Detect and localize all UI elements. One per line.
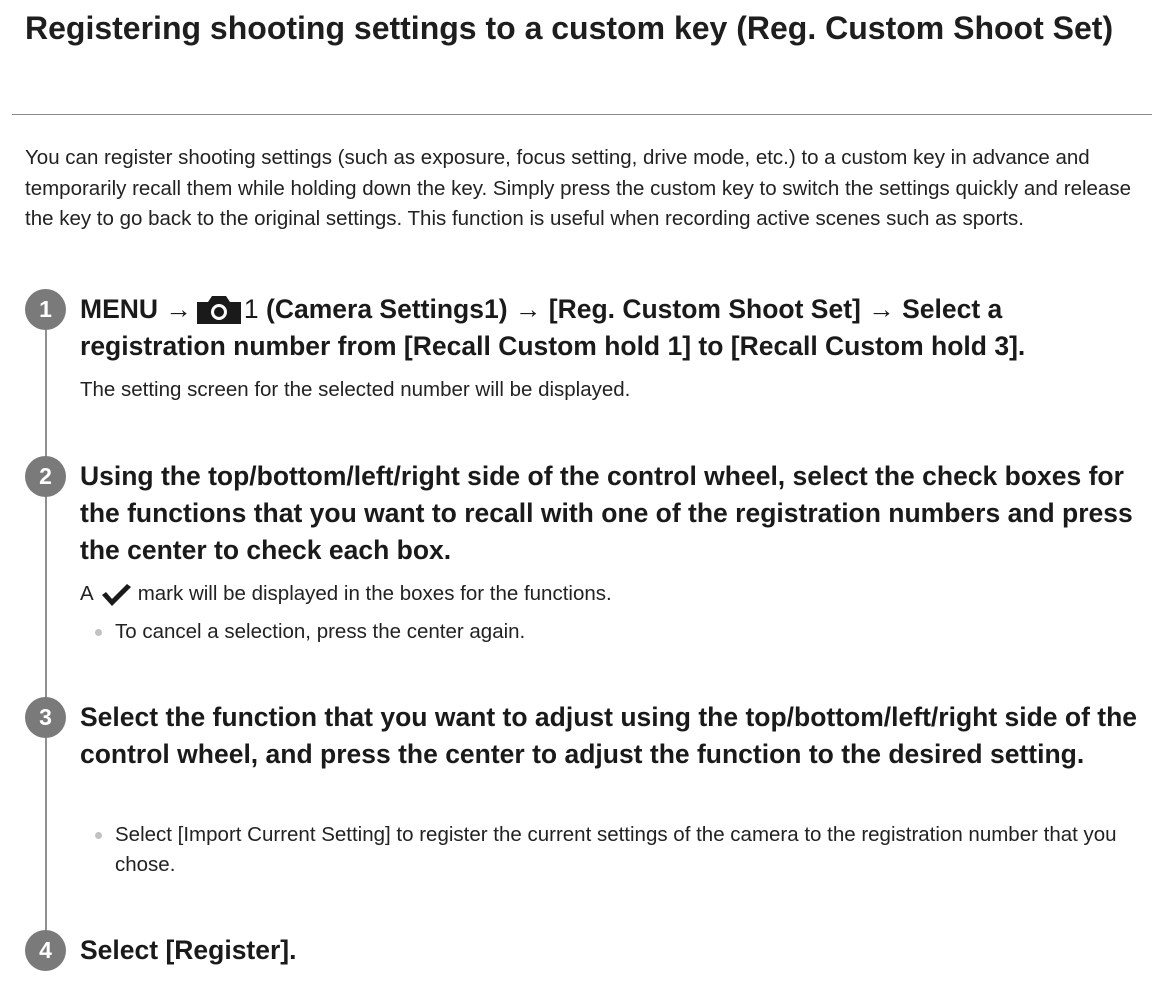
page-title: Registering shooting settings to a custom key (Reg. Custom Shoot Set) — [25, 10, 1114, 46]
steps-timeline-line — [45, 312, 47, 952]
check-mark-icon — [100, 582, 132, 608]
step-2-desc-end: mark will be displayed in the boxes for the functions. — [137, 582, 612, 605]
step-2-bullet — [115, 617, 1125, 647]
step-number-4: 4 — [25, 930, 66, 971]
step-1-title — [80, 291, 1140, 365]
step-3-bullet-text: Select [Import Current Setting] to register the current settings of the camera to the registration number that you chose. — [115, 823, 1117, 876]
step-1-title-rest: (Camera Settings1) → [Reg. Custom Shoot Set] → Select a registration number from [Recall Custom hold 1] to [Recall Custom hold 3]. — [80, 294, 1026, 361]
camera-settings-number: 1 — [243, 294, 259, 324]
step-2-description — [80, 579, 1120, 609]
intro-paragraph: You can register shooting settings (such as exposure, focus setting, drive mode, etc.) to a custom key in advance and temporarily recall them while holding down the key. Simply press the custom key to switch the settings quickly and release the key to go back to the original settings. This function is useful when recording active scenes such as sports. — [25, 146, 1131, 230]
camera-icon — [196, 294, 242, 324]
step-1-description: The setting screen for the selected number will be displayed. — [80, 378, 631, 401]
step-3-title: Select the function that you want to adjust using the top/bottom/left/right side of the control wheel, and press the center to adjust the function to the desired setting. — [80, 702, 1138, 769]
bullet-dot — [95, 832, 102, 839]
step-3-bullet — [115, 820, 1125, 880]
step-4-title: Select [Register]. — [80, 935, 297, 965]
step-1-title-menu: MENU → — [80, 294, 192, 324]
step-2-title: Using the top/bottom/left/right side of the control wheel, select the check boxes for the functions that you want to recall with one of the registration numbers and press the center to check each box. — [80, 461, 1133, 565]
step-number-1: 1 — [25, 289, 66, 330]
step-2-bullet-text: To cancel a selection, press the center again. — [115, 620, 526, 643]
step-number-3: 3 — [25, 697, 66, 738]
bullet-dot — [95, 629, 102, 636]
step-2-desc-start: A — [80, 582, 94, 605]
step-number-2: 2 — [25, 456, 66, 497]
title-divider — [12, 114, 1152, 115]
